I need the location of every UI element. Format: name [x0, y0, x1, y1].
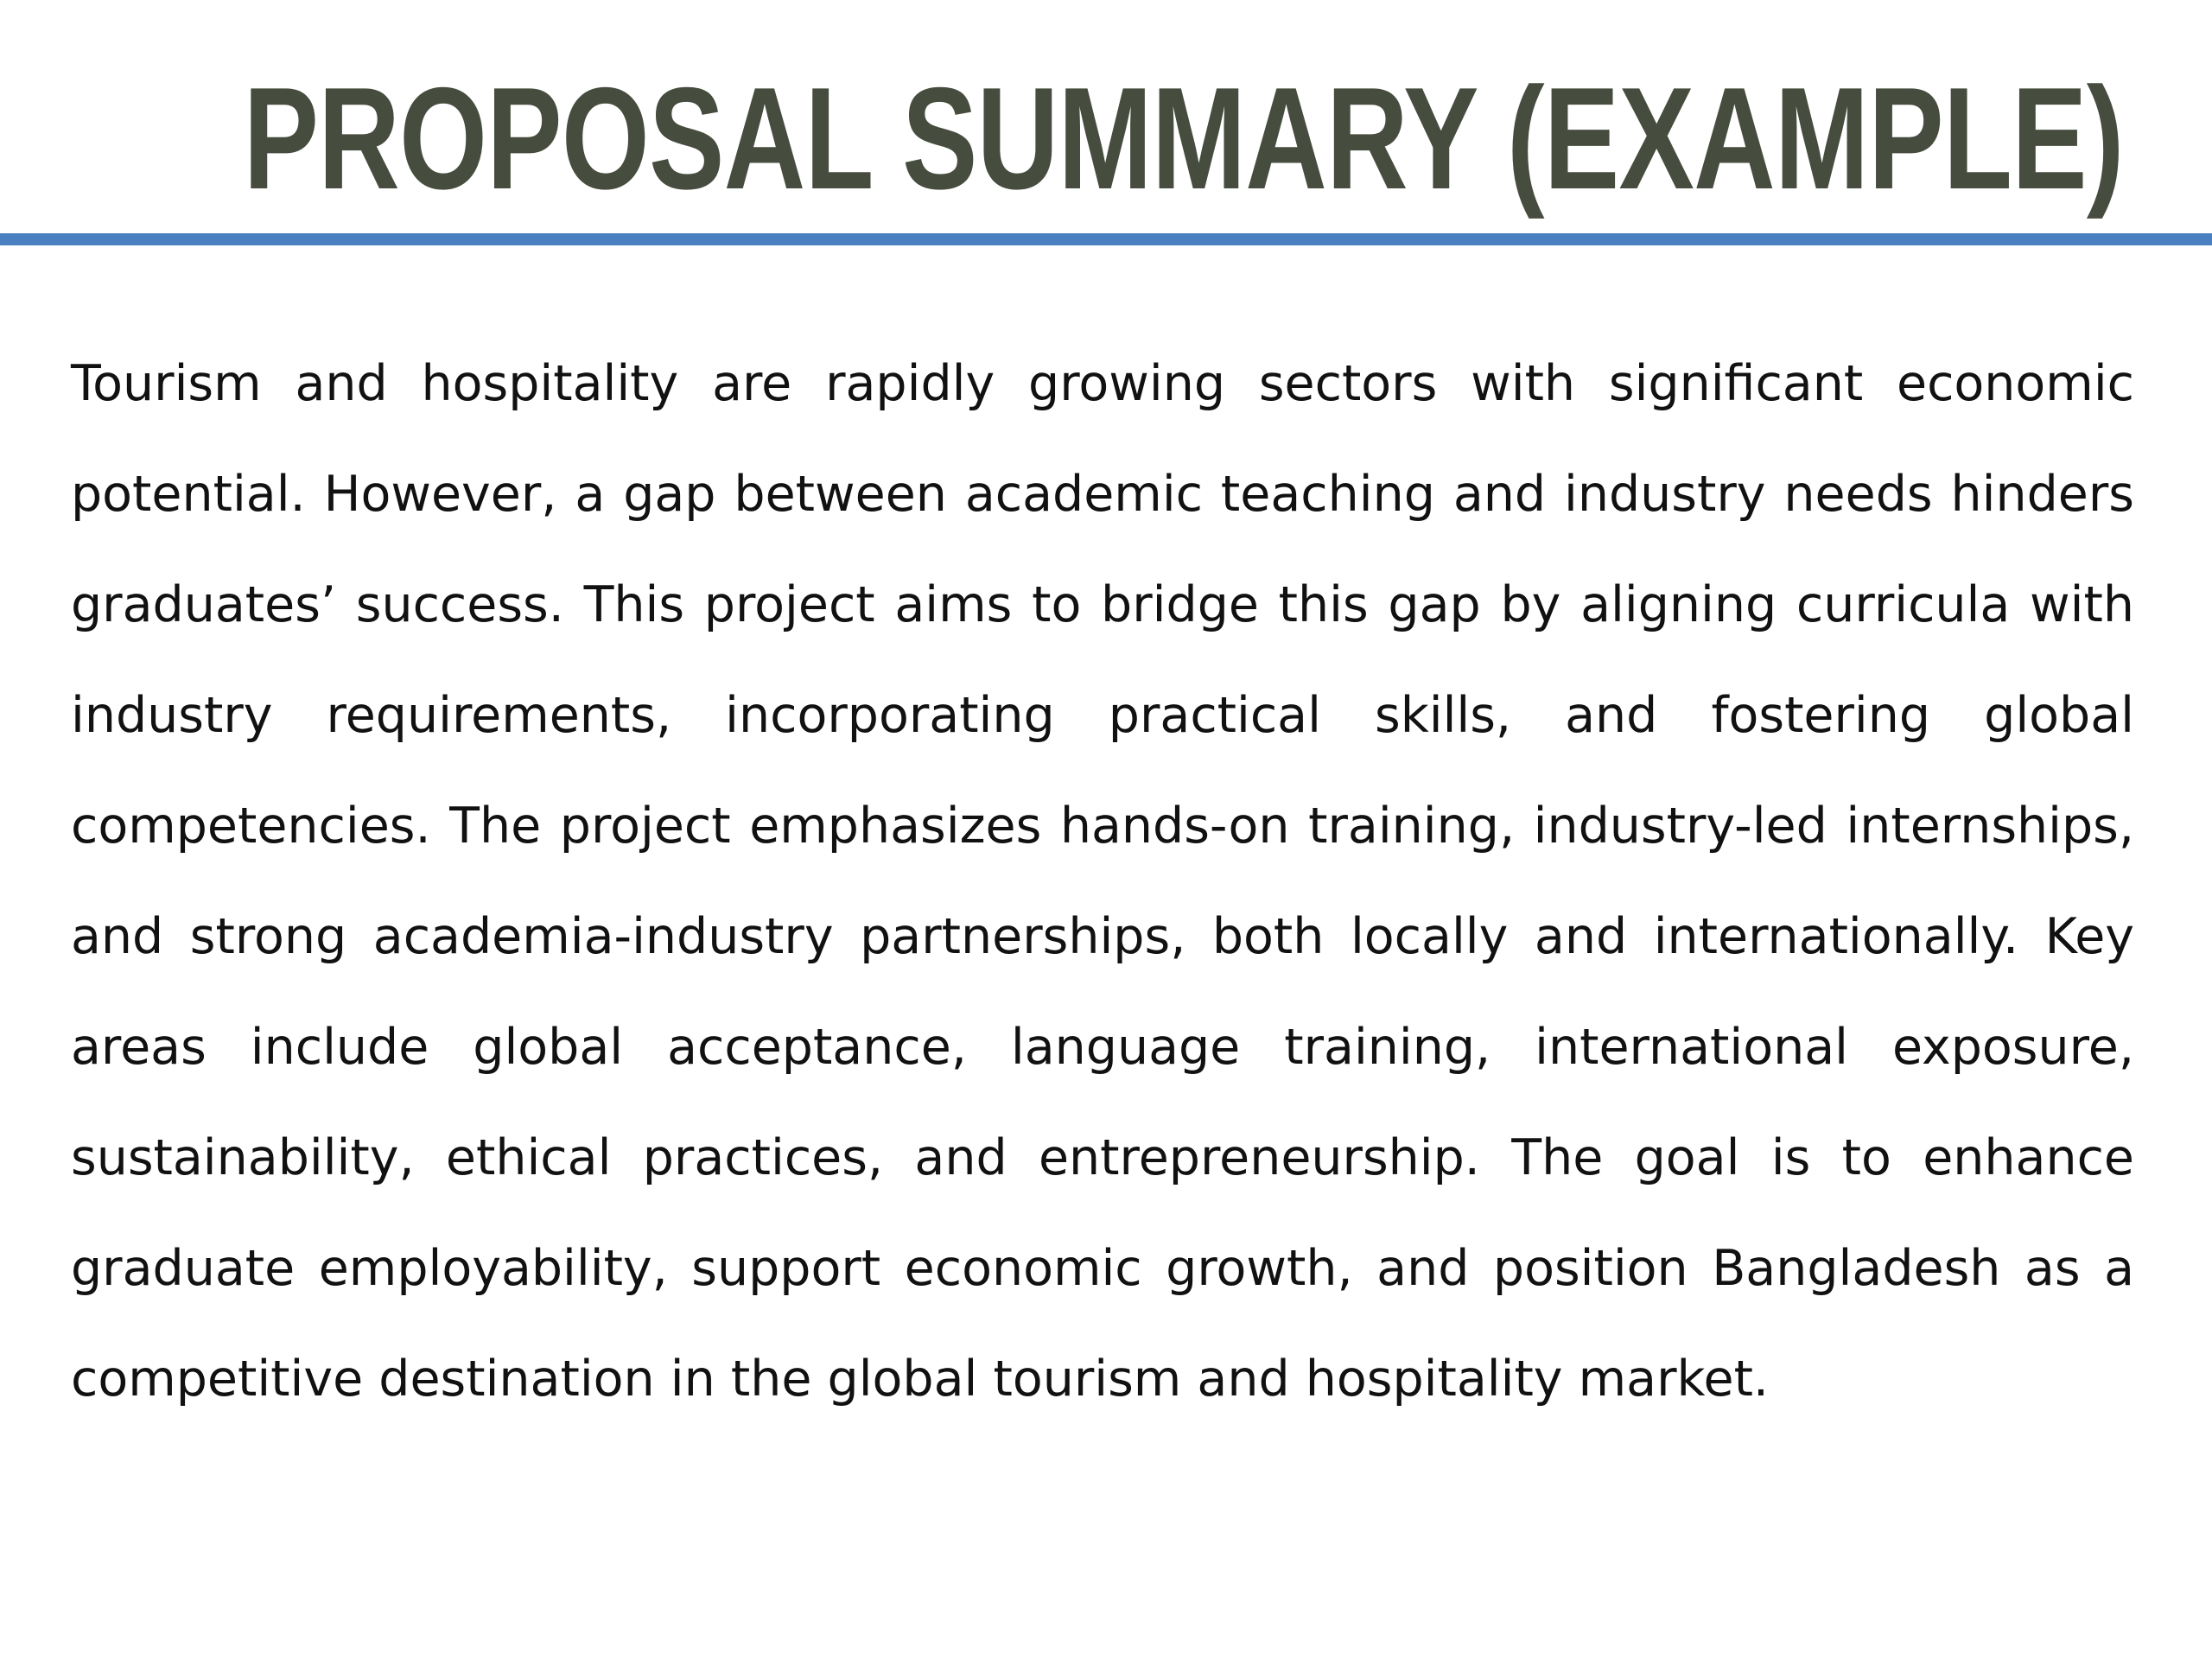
title-divider: [0, 233, 2212, 245]
summary-paragraph: Tourism and hospitality are rapidly growing sectors with significant economic potential. However, a gap between academic teaching and industry needs hinders graduates’ success. This project aims to bridge this gap by aligning curricula with industry requirements, incorporating practical skills, and fostering global competencies. The project emphasizes hands-on training, industry-led internships, and strong academia-industry partnerships, both locally and internationally. Key areas include global acceptance, language training, international exposure, sustainability, ethical practices, and entrepreneurship. The goal is to enhance graduate employability, support economic growth, and position Bangladesh as a competitive destination in the global tourism and hospitality market.: [71, 355, 2134, 1408]
page-title: PROPOSAL SUMMARY (EXAMPLE): [243, 57, 2124, 219]
